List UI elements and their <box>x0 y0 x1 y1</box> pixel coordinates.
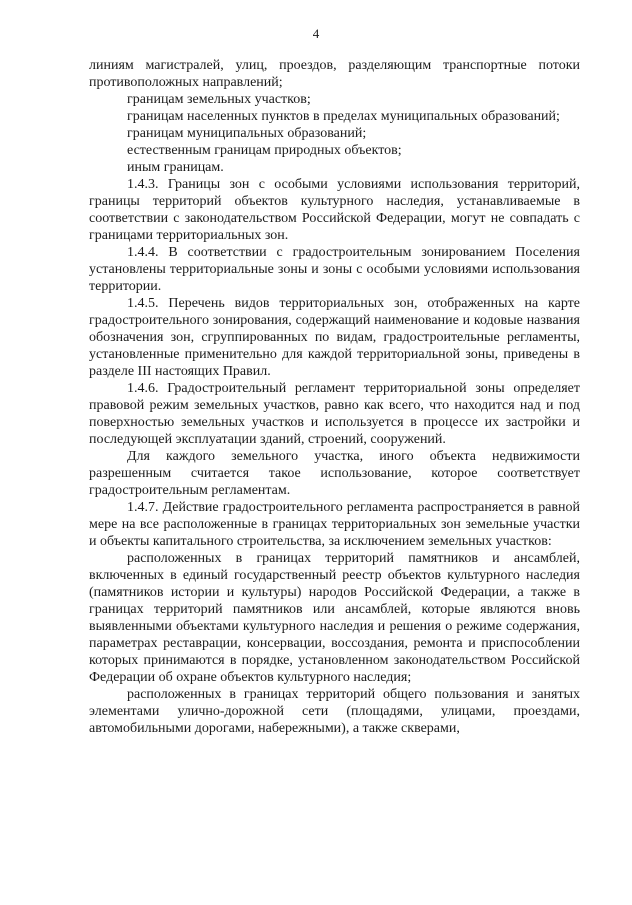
paragraph: границам муниципальных образований; <box>127 126 367 141</box>
document-body <box>89 57 580 737</box>
paragraph: границам населенных пунктов в пределах муниципальных образований; <box>127 109 560 124</box>
paragraph: 1.4.5. Перечень видов территориальных зон, отображенных на карте градостроительного зонирования, содержащий наименование и кодовые названия обозначения зон, сгруппированных по видам, градостроительные регламенты, установленные применительно для каждой территориальной зоны, приведены в разделе III настоящих Правил. <box>89 296 580 379</box>
paragraph: 1.4.7. Действие градостроительного регламента распространяется в равной мере на все расположенные в границах территориальных зон земельные участки и объекты капитального строительства, за исключением земельных участков: <box>89 500 580 549</box>
paragraph: иным границам. <box>127 160 224 175</box>
paragraph: Для каждого земельного участка, иного объекта недвижимости разрешенным считается такое использование, которое соответствует градостроительным регламентам. <box>89 449 580 498</box>
paragraph: расположенных в границах территорий памятников и ансамблей, включенных в единый государственный реестр объектов культурного наследия (памятников истории и культуры) народов Российской Федерации, а также в границах территорий памятников или ансамблей, которые являются вновь выявленными объектами культурного наследия и решения о режиме содержания, параметрах реставрации, консервации, воссоздания, ремонта и приспособлении которых принимаются в порядке, установленном законодательством Российской Федерации об охране объектов культурного наследия; <box>89 551 580 685</box>
paragraph: естественным границам природных объектов; <box>127 143 402 158</box>
paragraph: 1.4.6. Градостроительный регламент территориальной зоны определяет правовой режим земельных участков, равно как всего, что находится над и под поверхностью земельных участков и используется в процессе их застройки и последующей эксплуатации зданий, строений, сооружений. <box>89 381 580 447</box>
paragraph: границам земельных участков; <box>127 92 311 107</box>
page-number: 4 <box>312 26 320 41</box>
paragraph: 1.4.4. В соответствии с градостроительным зонированием Поселения установлены территориальные зоны и зоны с особыми условиями использования территории. <box>89 245 580 294</box>
paragraph: линиям магистралей, улиц, проездов, разделяющим транспортные потоки противоположных направлений; <box>89 58 580 90</box>
paragraph: 1.4.3. Границы зон с особыми условиями использования территорий, границы территорий объектов культурного наследия, устанавливаемые в соответствии с законодательством Российской Федерации, могут не совпадать с границами территориальных зон. <box>89 177 580 243</box>
paragraph: расположенных в границах территорий общего пользования и занятых элементами улично-дорожной сети (площадями, улицами, проездами, автомобильными дорогами, набережными), а также скверами, <box>89 687 580 736</box>
